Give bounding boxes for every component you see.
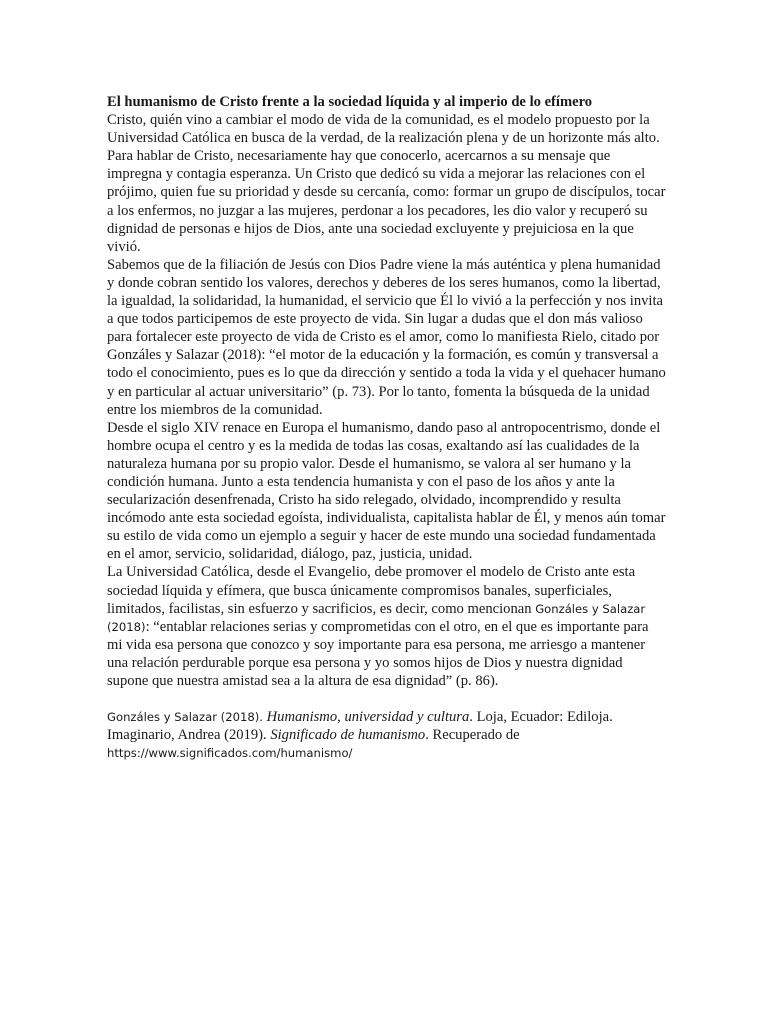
- reference-2-title: Significado de humanismo: [270, 727, 426, 744]
- paragraph-1: Cristo, quién vino a cambiar el modo de vida de la comunidad, es el modelo propuesto por la Universidad Católica en busca de la verdad, de la realización plena y de un horizonte más alto.: [107, 112, 660, 147]
- references-section: [107, 708, 667, 762]
- paragraph-4: Desde el siglo XIV renace en Europa el humanismo, dando paso al antropocentrismo, donde el hombre ocupa el centro y es la medida de todas las cosas, exaltando así las cualidades de la naturaleza humana por su propio valor. Desde el humanismo, se valora al ser humano y la condición humana. Junto a esta tendencia humanista y con el paso de los años y ante la secularización desenfrenada, Cristo ha sido relegado, olvidado, incomprendido y resulta incómodo ante esta sociedad egoísta, individualista, capitalista hablar de Él, y menos aún tomar su estilo de vida como un ejemplo a seguir y hacer de este mundo una sociedad fundamentada en el amor, servicio, solidaridad, diálogo, paz, justicia, unidad.: [107, 419, 666, 563]
- reference-1-rest: . Loja, Ecuador: Ediloja.: [469, 709, 613, 726]
- document-title: El humanismo de Cristo frente a la sociedad líquida y al imperio de lo efímero: [107, 94, 593, 110]
- paragraph-5-part1: La Universidad Católica, desde el Evangelio, debe promover el modelo de Cristo ante esta sociedad líquida y efímera, que busca únicamente compromisos banales, superficiales, limitados, facilistas, sin esfuerzo y sacrificios, es decir, como mencionan: [107, 564, 636, 617]
- reference-1: [107, 708, 667, 726]
- reference-1-title: Humanismo, universidad y cultura: [266, 709, 470, 726]
- paragraph-2: Para hablar de Cristo, necesariamente hay que conocerlo, acercarnos a su mensaje que impregna y contagia esperanza. Un Cristo que dedicó su vida a mejorar las relaciones con el prójimo, quien fue su prioridad y desde su cercanía, como: formar un grupo de discípulos, tocar a los enfermos, no juzgar a las mujeres, perdonar a los pecadores, les dio valor y recuperó su dignidad de personas e hijos de Dios, ante una sociedad excluyente y prejuiciosa en la que vivió.: [107, 148, 666, 255]
- reference-2-rest: . Recuperado de: [425, 727, 520, 744]
- document-body: [107, 93, 667, 762]
- reference-2: [107, 726, 667, 744]
- reference-1-author: Gonzáles y Salazar (2018).: [107, 710, 267, 725]
- reference-2-url: https://www.significados.com/humanismo/: [107, 746, 353, 761]
- paragraph-3: Sabemos que de la filiación de Jesús con Dios Padre viene la más auténtica y plena humanidad y donde cobran sentido los valores, derechos y deberes de los seres humanos, como la libertad, la igualdad, la solidaridad, la humanidad, el servicio que Él lo vivió a la perfección y nos invita a que todos participemos de este proyecto de vida. Sin lugar a dudas que el don más valioso para fortalecer este proyecto de vida de Cristo es el amor, como lo manifiesta Rielo, citado por Gonzáles y Salazar (2018): “el motor de la educación y la formación, es común y transversal a todo el conocimiento, pues es lo que da dirección y sentido a toda la vida y el quehacer humano y en particular al actuar universitario” (p. 73). Por lo tanto, fomenta la búsqueda de la unidad entre los miembros de la comunidad.: [107, 256, 666, 418]
- paragraph-5-citation: Gonzáles y Salazar (2018): [107, 601, 646, 634]
- paragraph-5: [107, 563, 667, 690]
- paragraph-5-part2: : “entablar relaciones serias y comprometidas con el otro, en el que es importante para mi vida esa persona que conozco y soy importante para esa persona, me arriesgo a mantener una relación perdurable porque esa persona y yo somos hijos de Dios y nuestra dignidad supone que nuestra amistad sea a la altura de esa dignidad” (p. 86).: [107, 618, 649, 689]
- reference-2-author: Imaginario, Andrea (2019).: [107, 727, 271, 744]
